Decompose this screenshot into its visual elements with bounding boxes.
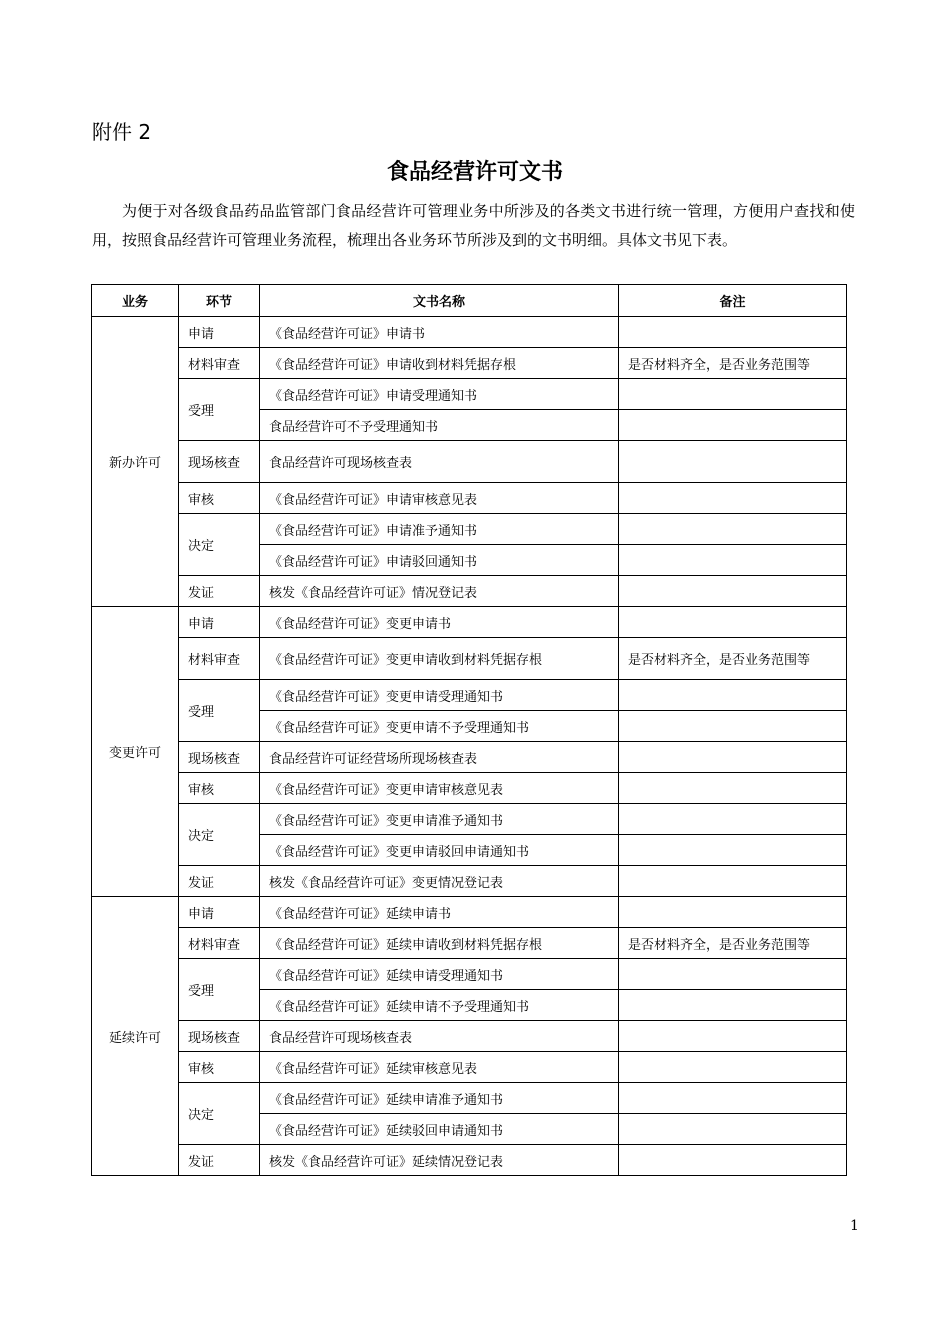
document-cell: 《食品经营许可证》申请准予通知书 — [260, 514, 619, 545]
note-cell — [619, 959, 847, 990]
stage-cell: 审核 — [179, 483, 260, 514]
table-row — [92, 866, 847, 897]
document-title: 食品经营许可文书 — [386, 160, 563, 185]
note-cell: 是否材料齐全，是否业务范围等 — [619, 348, 847, 379]
note-cell — [619, 742, 847, 773]
table-row — [92, 928, 847, 959]
stage-cell: 审核 — [179, 773, 260, 804]
stage-cell: 决定 — [179, 514, 260, 576]
note-cell — [619, 1021, 847, 1052]
note-cell — [619, 410, 847, 441]
note-cell — [619, 835, 847, 866]
document-cell: 食品经营许可现场核查表 — [260, 441, 619, 483]
document-cell: 《食品经营许可证》变更申请不予受理通知书 — [260, 711, 619, 742]
table-row — [92, 576, 847, 607]
document-cell: 《食品经营许可证》变更申请驳回申请通知书 — [260, 835, 619, 866]
header-stage: 环节 — [179, 285, 260, 317]
document-cell: 《食品经营许可证》延续申请书 — [260, 897, 619, 928]
stage-cell: 发证 — [179, 866, 260, 897]
header-business: 业务 — [92, 285, 179, 317]
stage-cell: 审核 — [179, 1052, 260, 1083]
note-cell — [619, 990, 847, 1021]
note-cell — [619, 317, 847, 348]
note-cell: 是否材料齐全，是否业务范围等 — [619, 928, 847, 959]
note-cell — [619, 1083, 847, 1114]
intro-paragraph: 为便于对各级食品药品监管部门食品经营许可管理业务中所涉及的各类文书进行统一管理，方便用户查找和使用，按照食品经营许可管理业务流程，梳理出各业务环节所涉及到的文书明细。具体文书见下表。 — [92, 202, 855, 249]
document-cell: 食品经营许可现场核查表 — [260, 1021, 619, 1052]
document-cell: 核发《食品经营许可证》延续情况登记表 — [260, 1145, 619, 1176]
stage-cell: 现场核查 — [179, 742, 260, 773]
stage-cell: 发证 — [179, 1145, 260, 1176]
page-number: 1 — [850, 1218, 859, 1234]
table-row — [92, 897, 847, 928]
business-cell: 新办许可 — [92, 317, 179, 607]
stage-cell: 申请 — [179, 317, 260, 348]
stage-cell: 现场核查 — [179, 441, 260, 483]
table-row — [92, 607, 847, 638]
note-cell — [619, 866, 847, 897]
stage-cell: 材料审查 — [179, 638, 260, 680]
note-cell: 是否材料齐全，是否业务范围等 — [619, 638, 847, 680]
stage-cell: 材料审查 — [179, 348, 260, 379]
table-row — [92, 638, 847, 680]
document-cell: 《食品经营许可证》变更申请受理通知书 — [260, 680, 619, 711]
stage-cell: 受理 — [179, 959, 260, 1021]
note-cell — [619, 1145, 847, 1176]
note-cell — [619, 545, 847, 576]
table-row — [92, 959, 847, 990]
document-cell: 《食品经营许可证》变更申请审核意见表 — [260, 773, 619, 804]
table-row — [92, 379, 847, 410]
document-cell: 《食品经营许可证》申请收到材料凭据存根 — [260, 348, 619, 379]
stage-cell: 受理 — [179, 379, 260, 441]
table-row — [92, 680, 847, 711]
documents-table — [91, 284, 847, 1176]
document-cell: 《食品经营许可证》申请书 — [260, 317, 619, 348]
table-row — [92, 1021, 847, 1052]
document-cell: 核发《食品经营许可证》情况登记表 — [260, 576, 619, 607]
stage-cell: 现场核查 — [179, 1021, 260, 1052]
table-row — [92, 1145, 847, 1176]
note-cell — [619, 711, 847, 742]
stage-cell: 发证 — [179, 576, 260, 607]
document-cell: 《食品经营许可证》申请审核意见表 — [260, 483, 619, 514]
table-row — [92, 804, 847, 835]
header-note: 备注 — [619, 285, 847, 317]
document-cell: 《食品经营许可证》延续审核意见表 — [260, 1052, 619, 1083]
stage-cell: 决定 — [179, 1083, 260, 1145]
table-row — [92, 773, 847, 804]
document-cell: 《食品经营许可证》延续申请不予受理通知书 — [260, 990, 619, 1021]
note-cell — [619, 1052, 847, 1083]
table-row — [92, 348, 847, 379]
header-document-name: 文书名称 — [260, 285, 619, 317]
note-cell — [619, 1114, 847, 1145]
document-cell: 《食品经营许可证》延续申请收到材料凭据存根 — [260, 928, 619, 959]
annex-label: 附件 2 — [92, 120, 152, 144]
table-row — [92, 1083, 847, 1114]
document-cell: 《食品经营许可证》延续申请受理通知书 — [260, 959, 619, 990]
note-cell — [619, 514, 847, 545]
table-row — [92, 514, 847, 545]
table-row — [92, 742, 847, 773]
table-row — [92, 317, 847, 348]
stage-cell: 决定 — [179, 804, 260, 866]
stage-cell: 申请 — [179, 607, 260, 638]
stage-cell: 受理 — [179, 680, 260, 742]
note-cell — [619, 607, 847, 638]
document-cell: 《食品经营许可证》延续驳回申请通知书 — [260, 1114, 619, 1145]
document-cell: 食品经营许可不予受理通知书 — [260, 410, 619, 441]
note-cell — [619, 680, 847, 711]
business-cell: 变更许可 — [92, 607, 179, 897]
table-row — [92, 483, 847, 514]
table-row — [92, 1052, 847, 1083]
document-cell: 《食品经营许可证》变更申请准予通知书 — [260, 804, 619, 835]
note-cell — [619, 483, 847, 514]
note-cell — [619, 441, 847, 483]
note-cell — [619, 379, 847, 410]
document-cell: 食品经营许可证经营场所现场核查表 — [260, 742, 619, 773]
document-cell: 《食品经营许可证》变更申请收到材料凭据存根 — [260, 638, 619, 680]
note-cell — [619, 897, 847, 928]
document-cell: 《食品经营许可证》申请驳回通知书 — [260, 545, 619, 576]
table-row — [92, 441, 847, 483]
document-cell: 《食品经营许可证》延续申请准予通知书 — [260, 1083, 619, 1114]
stage-cell: 申请 — [179, 897, 260, 928]
stage-cell: 材料审查 — [179, 928, 260, 959]
business-cell: 延续许可 — [92, 897, 179, 1176]
document-cell: 《食品经营许可证》申请受理通知书 — [260, 379, 619, 410]
note-cell — [619, 576, 847, 607]
table-header-row — [92, 285, 847, 317]
document-cell: 核发《食品经营许可证》变更情况登记表 — [260, 866, 619, 897]
note-cell — [619, 773, 847, 804]
note-cell — [619, 804, 847, 835]
document-cell: 《食品经营许可证》变更申请书 — [260, 607, 619, 638]
